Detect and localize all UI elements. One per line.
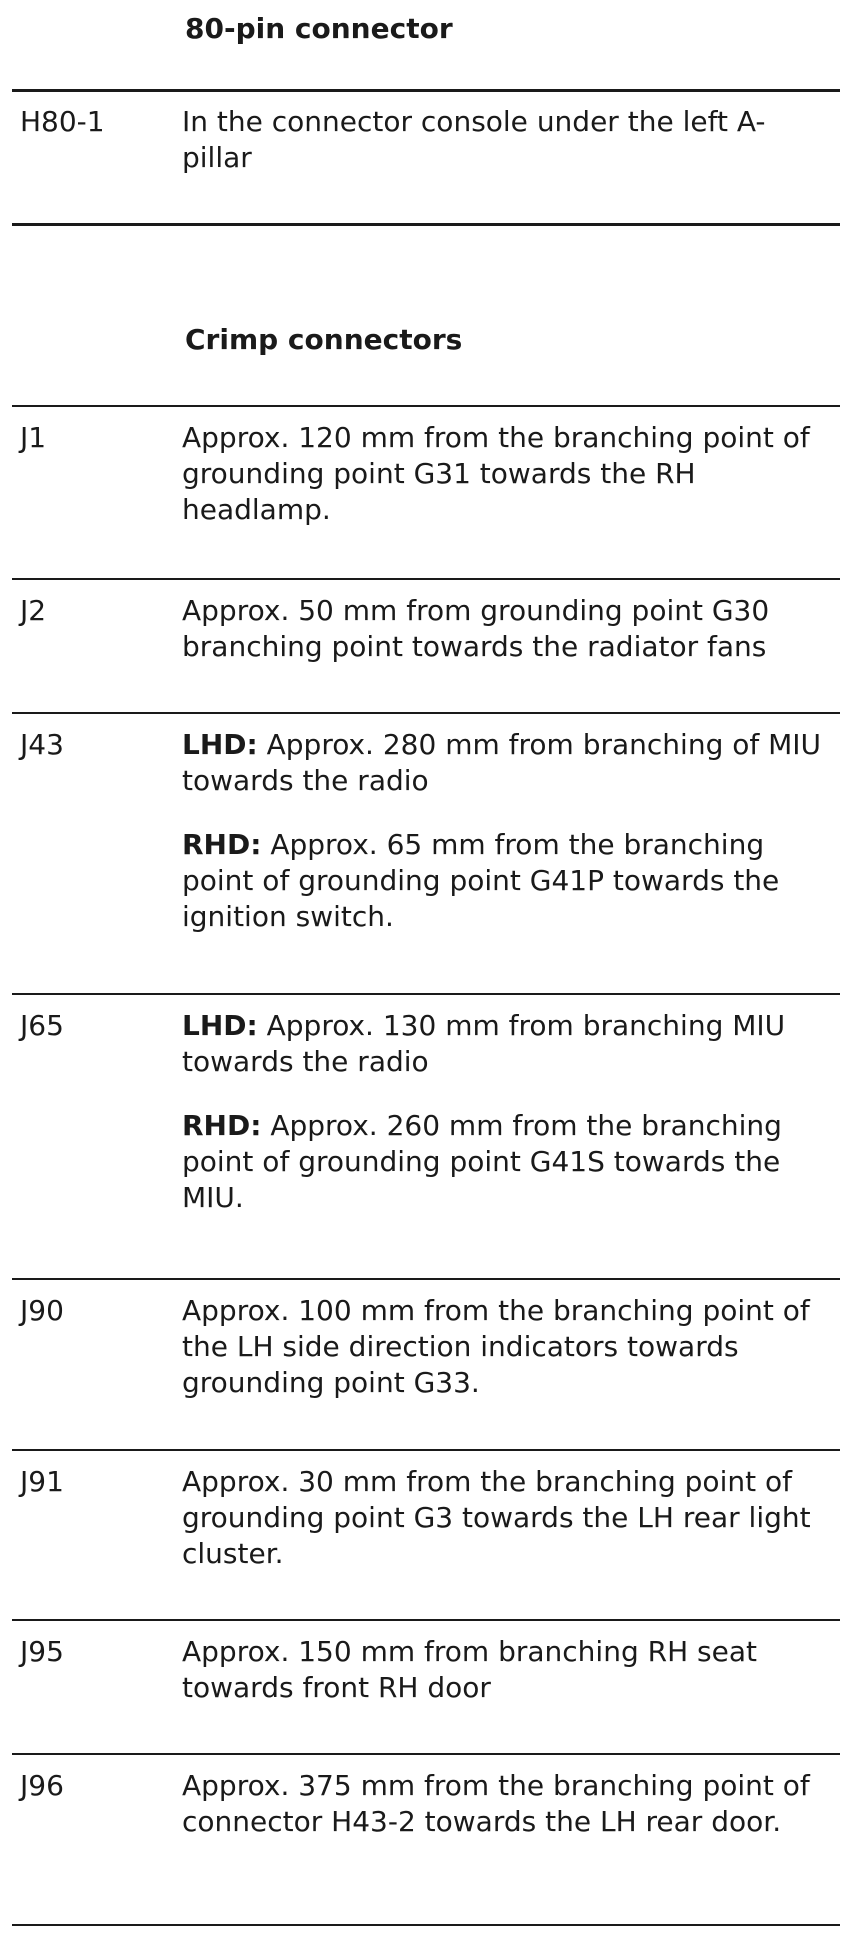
connector-code: H80-1 [20, 105, 105, 138]
lhd-location [182, 1008, 832, 1080]
connector-code: J95 [20, 1635, 64, 1668]
table-rule [12, 712, 840, 714]
connector-code: J2 [20, 594, 47, 627]
connector-code: J90 [20, 1294, 64, 1327]
rhd-location [182, 1108, 832, 1216]
connector-location [182, 1464, 832, 1572]
table-rule [12, 578, 840, 580]
connector-location [182, 1768, 832, 1840]
connector-code: J96 [20, 1769, 64, 1802]
connector-code: J65 [20, 1009, 64, 1042]
location-text: Approx. 375 mm from the branching point of connector H43-2 towards the LH rear door. [182, 1769, 810, 1838]
section-heading-crimp: Crimp connectors [185, 323, 463, 356]
location-text: In the connector console under the left A-pillar [182, 105, 766, 174]
connector-code: J91 [20, 1465, 64, 1498]
rhd-text: Approx. 260 mm from the branching point of grounding point G41S towards the MIU. [182, 1109, 782, 1214]
location-text: Approx. 30 mm from the branching point of grounding point G3 towards the LH rear light cluster. [182, 1465, 811, 1570]
table-rule [12, 1449, 840, 1451]
table-rule [12, 993, 840, 995]
table-rule [12, 89, 840, 92]
lhd-label: LHD: [182, 728, 258, 761]
connector-location [182, 420, 832, 528]
connector-location [182, 1293, 832, 1401]
connector-code: J43 [20, 728, 64, 761]
table-rule [12, 223, 840, 226]
table-rule [12, 405, 840, 407]
lhd-text: Approx. 130 mm from branching MIU towards the radio [182, 1009, 786, 1078]
location-text: Approx. 120 mm from the branching point of grounding point G31 towards the RH headlamp. [182, 421, 810, 526]
connector-location [182, 104, 832, 176]
table-rule [12, 1753, 840, 1755]
table-rule [12, 1924, 840, 1926]
location-text: Approx. 100 mm from the branching point of the LH side direction indicators towards grounding point G33. [182, 1294, 810, 1399]
table-rule [12, 1278, 840, 1280]
rhd-label: RHD: [182, 1109, 262, 1142]
table-rule [12, 1619, 840, 1621]
connector-code: J1 [20, 421, 47, 454]
rhd-text: Approx. 65 mm from the branching point of grounding point G41P towards the ignition switch. [182, 828, 780, 933]
rhd-label: RHD: [182, 828, 262, 861]
location-text: Approx. 150 mm from branching RH seat towards front RH door [182, 1635, 757, 1704]
section-heading-80-pin: 80-pin connector [185, 12, 453, 45]
connector-location [182, 593, 832, 665]
lhd-label: LHD: [182, 1009, 258, 1042]
rhd-location [182, 827, 832, 935]
connector-location [182, 1008, 832, 1216]
connector-location [182, 727, 832, 935]
lhd-text: Approx. 280 mm from branching of MIU towards the radio [182, 728, 822, 797]
location-text: Approx. 50 mm from grounding point G30 branching point towards the radiator fans [182, 594, 770, 663]
connector-location [182, 1634, 832, 1706]
lhd-location [182, 727, 832, 799]
